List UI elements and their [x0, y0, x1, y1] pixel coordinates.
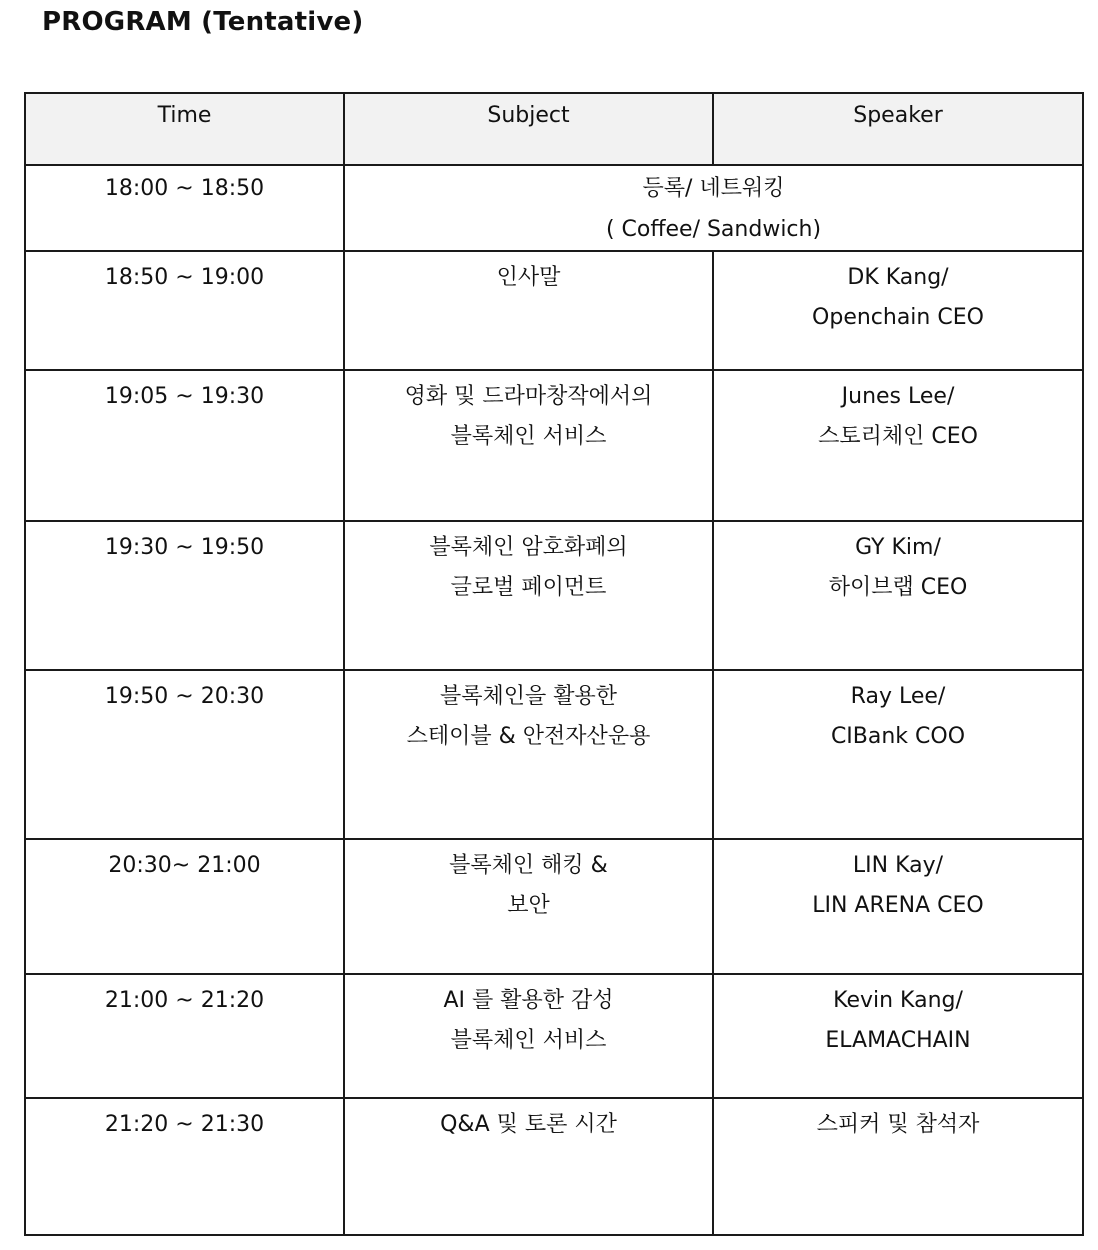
- table-row: [25, 521, 1083, 670]
- subject-line: 보안: [507, 893, 550, 918]
- speaker-line: Kevin Kang/: [833, 988, 963, 1013]
- speaker-line: Ray Lee/: [850, 684, 946, 709]
- subject-line: 블록체인 서비스: [450, 424, 607, 449]
- header-time: Time: [25, 93, 344, 165]
- speaker-line: LIN Kay/: [852, 853, 944, 878]
- program-table: [24, 92, 1084, 1236]
- time-cell: 19:30 ~ 19:50: [25, 521, 344, 670]
- speaker-line: 하이브랩 CEO: [828, 575, 968, 600]
- speaker-line: Junes Lee/: [841, 384, 955, 409]
- subject-line: Q&A 및 토론 시간: [440, 1112, 617, 1137]
- speaker-line: 스피커 및 참석자: [816, 1112, 980, 1137]
- subject-cell: [344, 165, 1083, 251]
- time-cell: 19:50 ~ 20:30: [25, 670, 344, 839]
- speaker-cell: [713, 521, 1083, 670]
- subject-cell: [344, 370, 713, 521]
- table-row: [25, 670, 1083, 839]
- table-header-row: [25, 93, 1083, 165]
- subject-line: 영화 및 드라마창작에서의: [404, 384, 653, 409]
- subject-line: AI 를 활용한 감성: [443, 988, 614, 1013]
- time-cell: 19:05 ~ 19:30: [25, 370, 344, 521]
- header-subject: Subject: [344, 93, 713, 165]
- speaker-cell: [713, 1098, 1083, 1235]
- speaker-cell: [713, 839, 1083, 974]
- time-cell: 18:00 ~ 18:50: [25, 165, 344, 251]
- speaker-cell: [713, 974, 1083, 1098]
- subject-line: 블록체인 해킹 &: [449, 853, 608, 878]
- time-cell: 18:50 ~ 19:00: [25, 251, 344, 370]
- speaker-cell: [713, 251, 1083, 370]
- table-row: [25, 839, 1083, 974]
- subject-cell: [344, 1098, 713, 1235]
- speaker-line: 스토리체인 CEO: [818, 424, 978, 449]
- speaker-line: ELAMACHAIN: [825, 1028, 971, 1053]
- subject-line: 블록체인 암호화폐의: [429, 535, 628, 560]
- time-cell: 20:30~ 21:00: [25, 839, 344, 974]
- speaker-line: DK Kang/: [847, 265, 949, 290]
- subject-line: ( Coffee/ Sandwich): [605, 217, 822, 242]
- table-row: [25, 370, 1083, 521]
- table-row: [25, 974, 1083, 1098]
- subject-line: 스테이블 & 안전자산운용: [406, 724, 651, 749]
- header-speaker: Speaker: [713, 93, 1083, 165]
- speaker-line: CIBank COO: [830, 724, 966, 749]
- subject-line: 글로벌 페이먼트: [450, 575, 607, 600]
- time-cell: 21:20 ~ 21:30: [25, 1098, 344, 1235]
- table-row: [25, 251, 1083, 370]
- time-cell: 21:00 ~ 21:20: [25, 974, 344, 1098]
- subject-cell: [344, 670, 713, 839]
- subject-line: 블록체인 서비스: [450, 1028, 607, 1053]
- subject-cell: [344, 251, 713, 370]
- speaker-line: Openchain CEO: [812, 305, 984, 330]
- subject-cell: [344, 974, 713, 1098]
- page-title: PROGRAM (Tentative): [42, 7, 364, 37]
- table-row: [25, 165, 1083, 251]
- subject-cell: [344, 521, 713, 670]
- table-row: [25, 1098, 1083, 1235]
- speaker-line: LIN ARENA CEO: [812, 893, 984, 918]
- subject-line: 인사말: [496, 265, 561, 290]
- subject-line: 등록/ 네트워킹: [642, 176, 785, 201]
- speaker-cell: [713, 670, 1083, 839]
- subject-line: 블록체인을 활용한: [439, 684, 617, 709]
- speaker-cell: [713, 370, 1083, 521]
- subject-cell: [344, 839, 713, 974]
- speaker-line: GY Kim/: [855, 535, 941, 560]
